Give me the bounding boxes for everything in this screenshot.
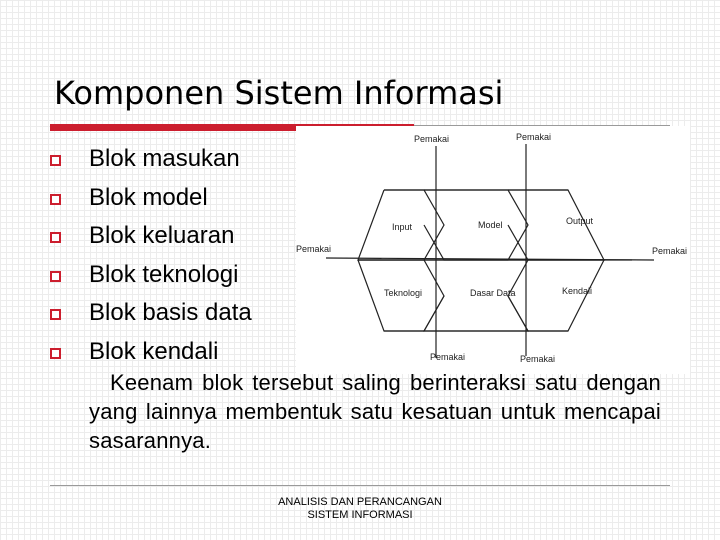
- square-bullet-icon: [50, 155, 61, 166]
- block-label-technology: Teknologi: [384, 288, 423, 298]
- building-blocks-diagram: [296, 126, 690, 374]
- bullet-label: Blok keluaran: [89, 222, 235, 249]
- diagram-canvas: [296, 126, 690, 374]
- bullet-label: Blok masukan: [89, 145, 240, 172]
- diagram-label-user-top-right: Pemakai: [516, 132, 552, 142]
- bullet-label: Blok basis data: [89, 299, 252, 326]
- diagram-label-user-bottom-left: Pemakai: [430, 352, 466, 362]
- block-label-output: Output: [566, 216, 594, 226]
- footer-line-2: SISTEM INFORMASI: [307, 509, 413, 521]
- block-label-database: Dasar Data: [470, 288, 516, 298]
- bullet-label: Blok model: [89, 183, 208, 211]
- diagram-label-user-right: Pemakai: [652, 246, 688, 256]
- block-model-outline: [424, 190, 528, 260]
- bullet-label: Blok kendali: [89, 337, 219, 365]
- block-label-input: Input: [392, 222, 413, 232]
- square-bullet-icon: [50, 271, 61, 282]
- slide-footer: [250, 496, 470, 522]
- square-bullet-icon: [50, 194, 61, 205]
- block-label-control: Kendali: [562, 286, 593, 296]
- square-bullet-icon: [50, 348, 61, 359]
- diagram-label-user-top-left: Pemakai: [414, 134, 450, 144]
- footer-rule: [50, 485, 670, 486]
- slide-title: Komponen Sistem Informasi: [54, 74, 504, 112]
- square-bullet-icon: [50, 232, 61, 243]
- square-bullet-icon: [50, 309, 61, 320]
- summary-paragraph: Keenam blok tersebut saling berinteraksi satu dengan yang lainnya membentuk satu kesatuan untuk mencapai sasarannya.: [89, 370, 661, 453]
- block-label-model: Model: [478, 220, 503, 230]
- footer-line-1: ANALISIS DAN PERANCANGAN: [278, 496, 442, 508]
- bullet-label: Blok teknologi: [89, 260, 239, 288]
- diagram-label-user-left: Pemakai: [296, 244, 332, 254]
- diagram-label-user-bottom-right: Pemakai: [520, 354, 556, 364]
